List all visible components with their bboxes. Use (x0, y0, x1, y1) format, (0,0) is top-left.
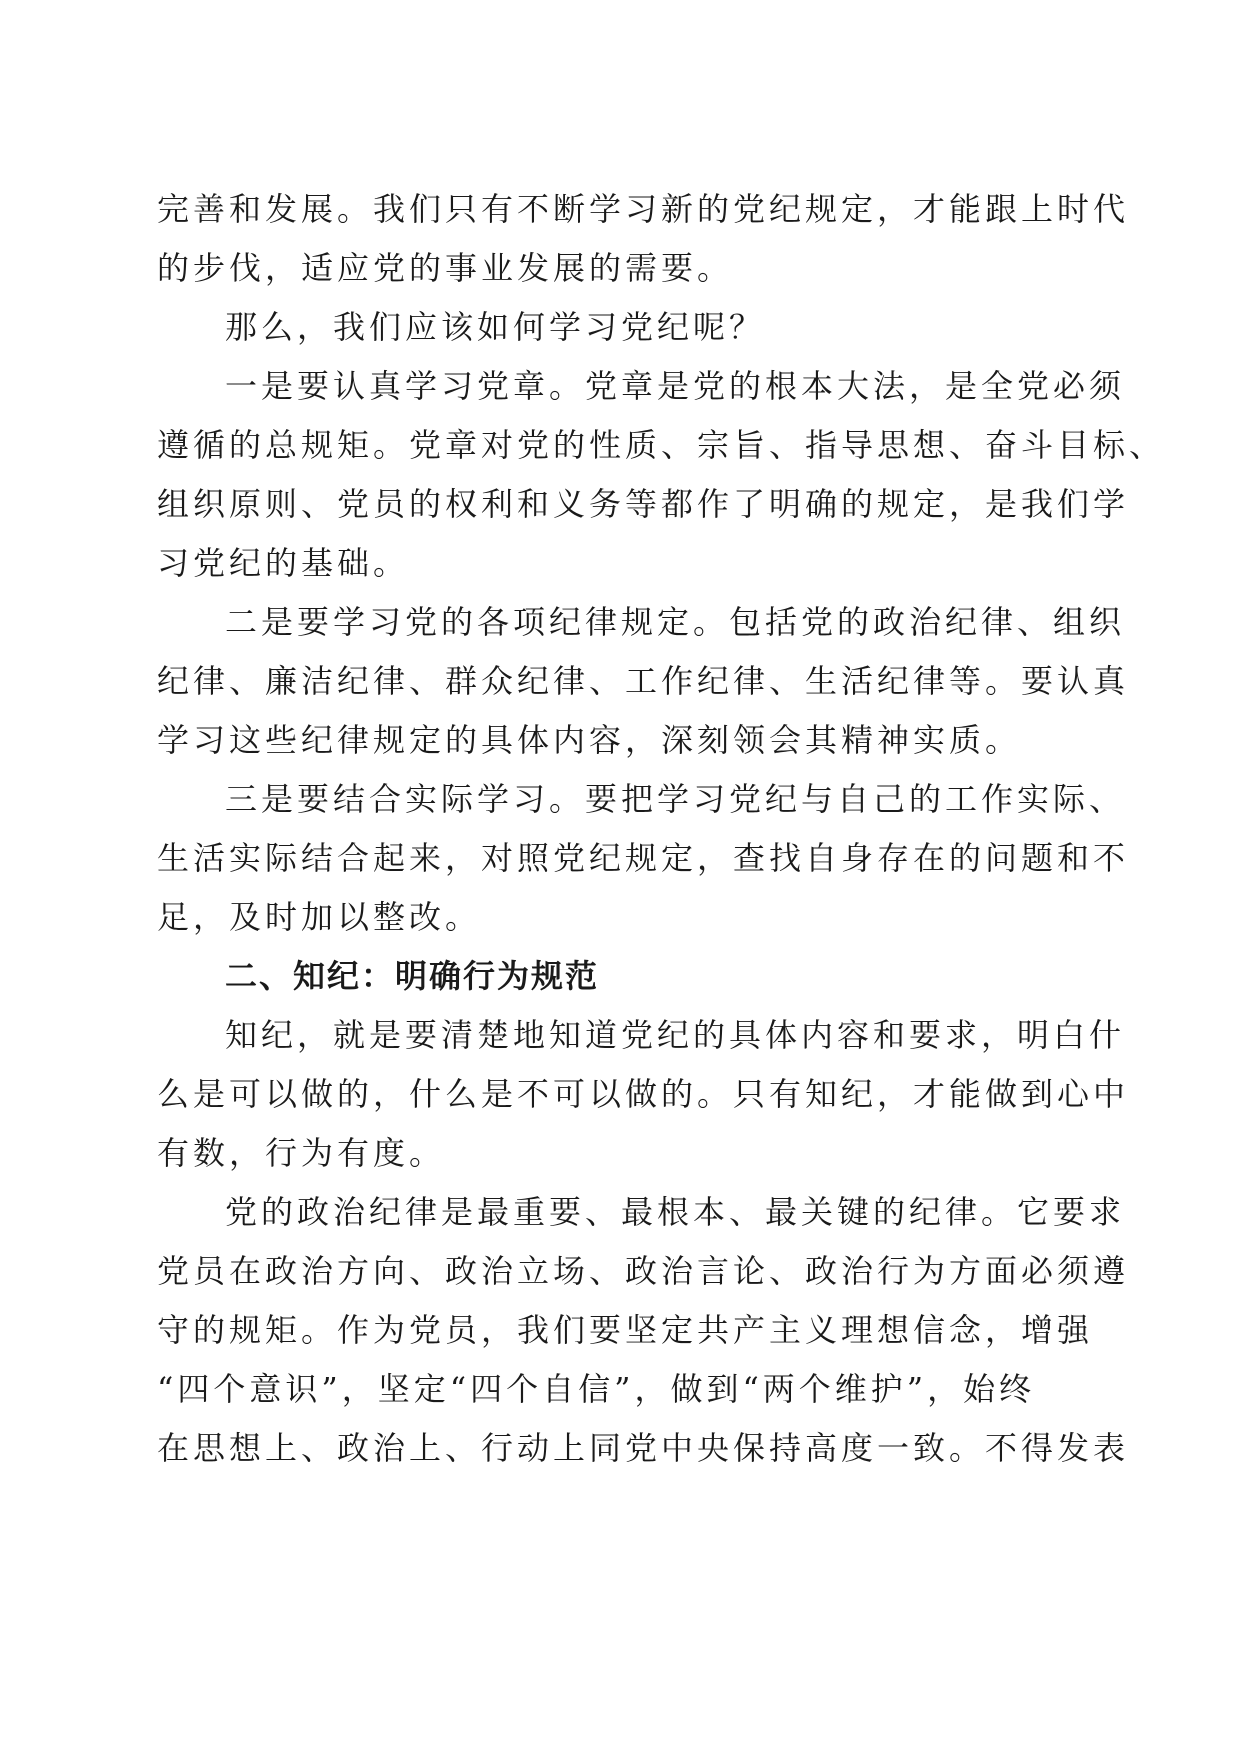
text-line: 么是可以做的，什么是不可以做的。只有知纪，才能做到心中 (157, 1075, 1130, 1113)
text-line: 纪律、廉洁纪律、群众纪律、工作纪律、生活纪律等。要认真 (157, 662, 1130, 700)
text-line: 完善和发展。我们只有不断学习新的党纪规定，才能跟上时代 (157, 190, 1130, 228)
text-line: 守的规矩。作为党员，我们要坚定共产主义理想信念，增强 (157, 1311, 1094, 1349)
document-body (157, 180, 1166, 1478)
section-heading: 二、知纪：明确行为规范 (225, 957, 600, 995)
paragraph-start-line: 二是要学习党的各项纪律规定。包括党的政治纪律、组织 (225, 603, 1126, 641)
paragraph-start-line: 知纪，就是要清楚地知道党纪的具体内容和要求，明白什 (225, 1016, 1126, 1054)
paragraph-start-line: 党的政治纪律是最重要、最根本、最关键的纪律。它要求 (225, 1193, 1126, 1231)
paragraph-start-line: 三是要结合实际学习。要把学习党纪与自己的工作实际、 (225, 780, 1126, 818)
text-line: 习党纪的基础。 (157, 544, 410, 582)
text-line: 党员在政治方向、政治立场、政治言论、政治行为方面必须遵 (157, 1252, 1130, 1290)
text-line: 组织原则、党员的权利和义务等都作了明确的规定，是我们学 (157, 485, 1130, 523)
text-line: 有数，行为有度。 (157, 1134, 446, 1172)
text-line: 遵循的总规矩。党章对党的性质、宗旨、指导思想、奋斗目标、 (157, 426, 1166, 464)
text-line: 生活实际结合起来，对照党纪规定，查找自身存在的问题和不 (157, 839, 1130, 877)
paragraph-start-line: 一是要认真学习党章。党章是党的根本大法，是全党必须 (225, 367, 1126, 405)
paragraph-start-line: 那么，我们应该如何学习党纪呢？ (225, 308, 766, 346)
text-line: 在思想上、政治上、行动上同党中央保持高度一致。不得发表 (157, 1429, 1130, 1467)
text-line: 的步伐，适应党的事业发展的需要。 (157, 249, 734, 287)
text-line: 学习这些纪律规定的具体内容，深刻领会其精神实质。 (157, 721, 1022, 759)
text-line: “四个意识”，坚定“四个自信”，做到“两个维护”，始终 (157, 1370, 1036, 1408)
text-line: 足，及时加以整改。 (157, 898, 482, 936)
